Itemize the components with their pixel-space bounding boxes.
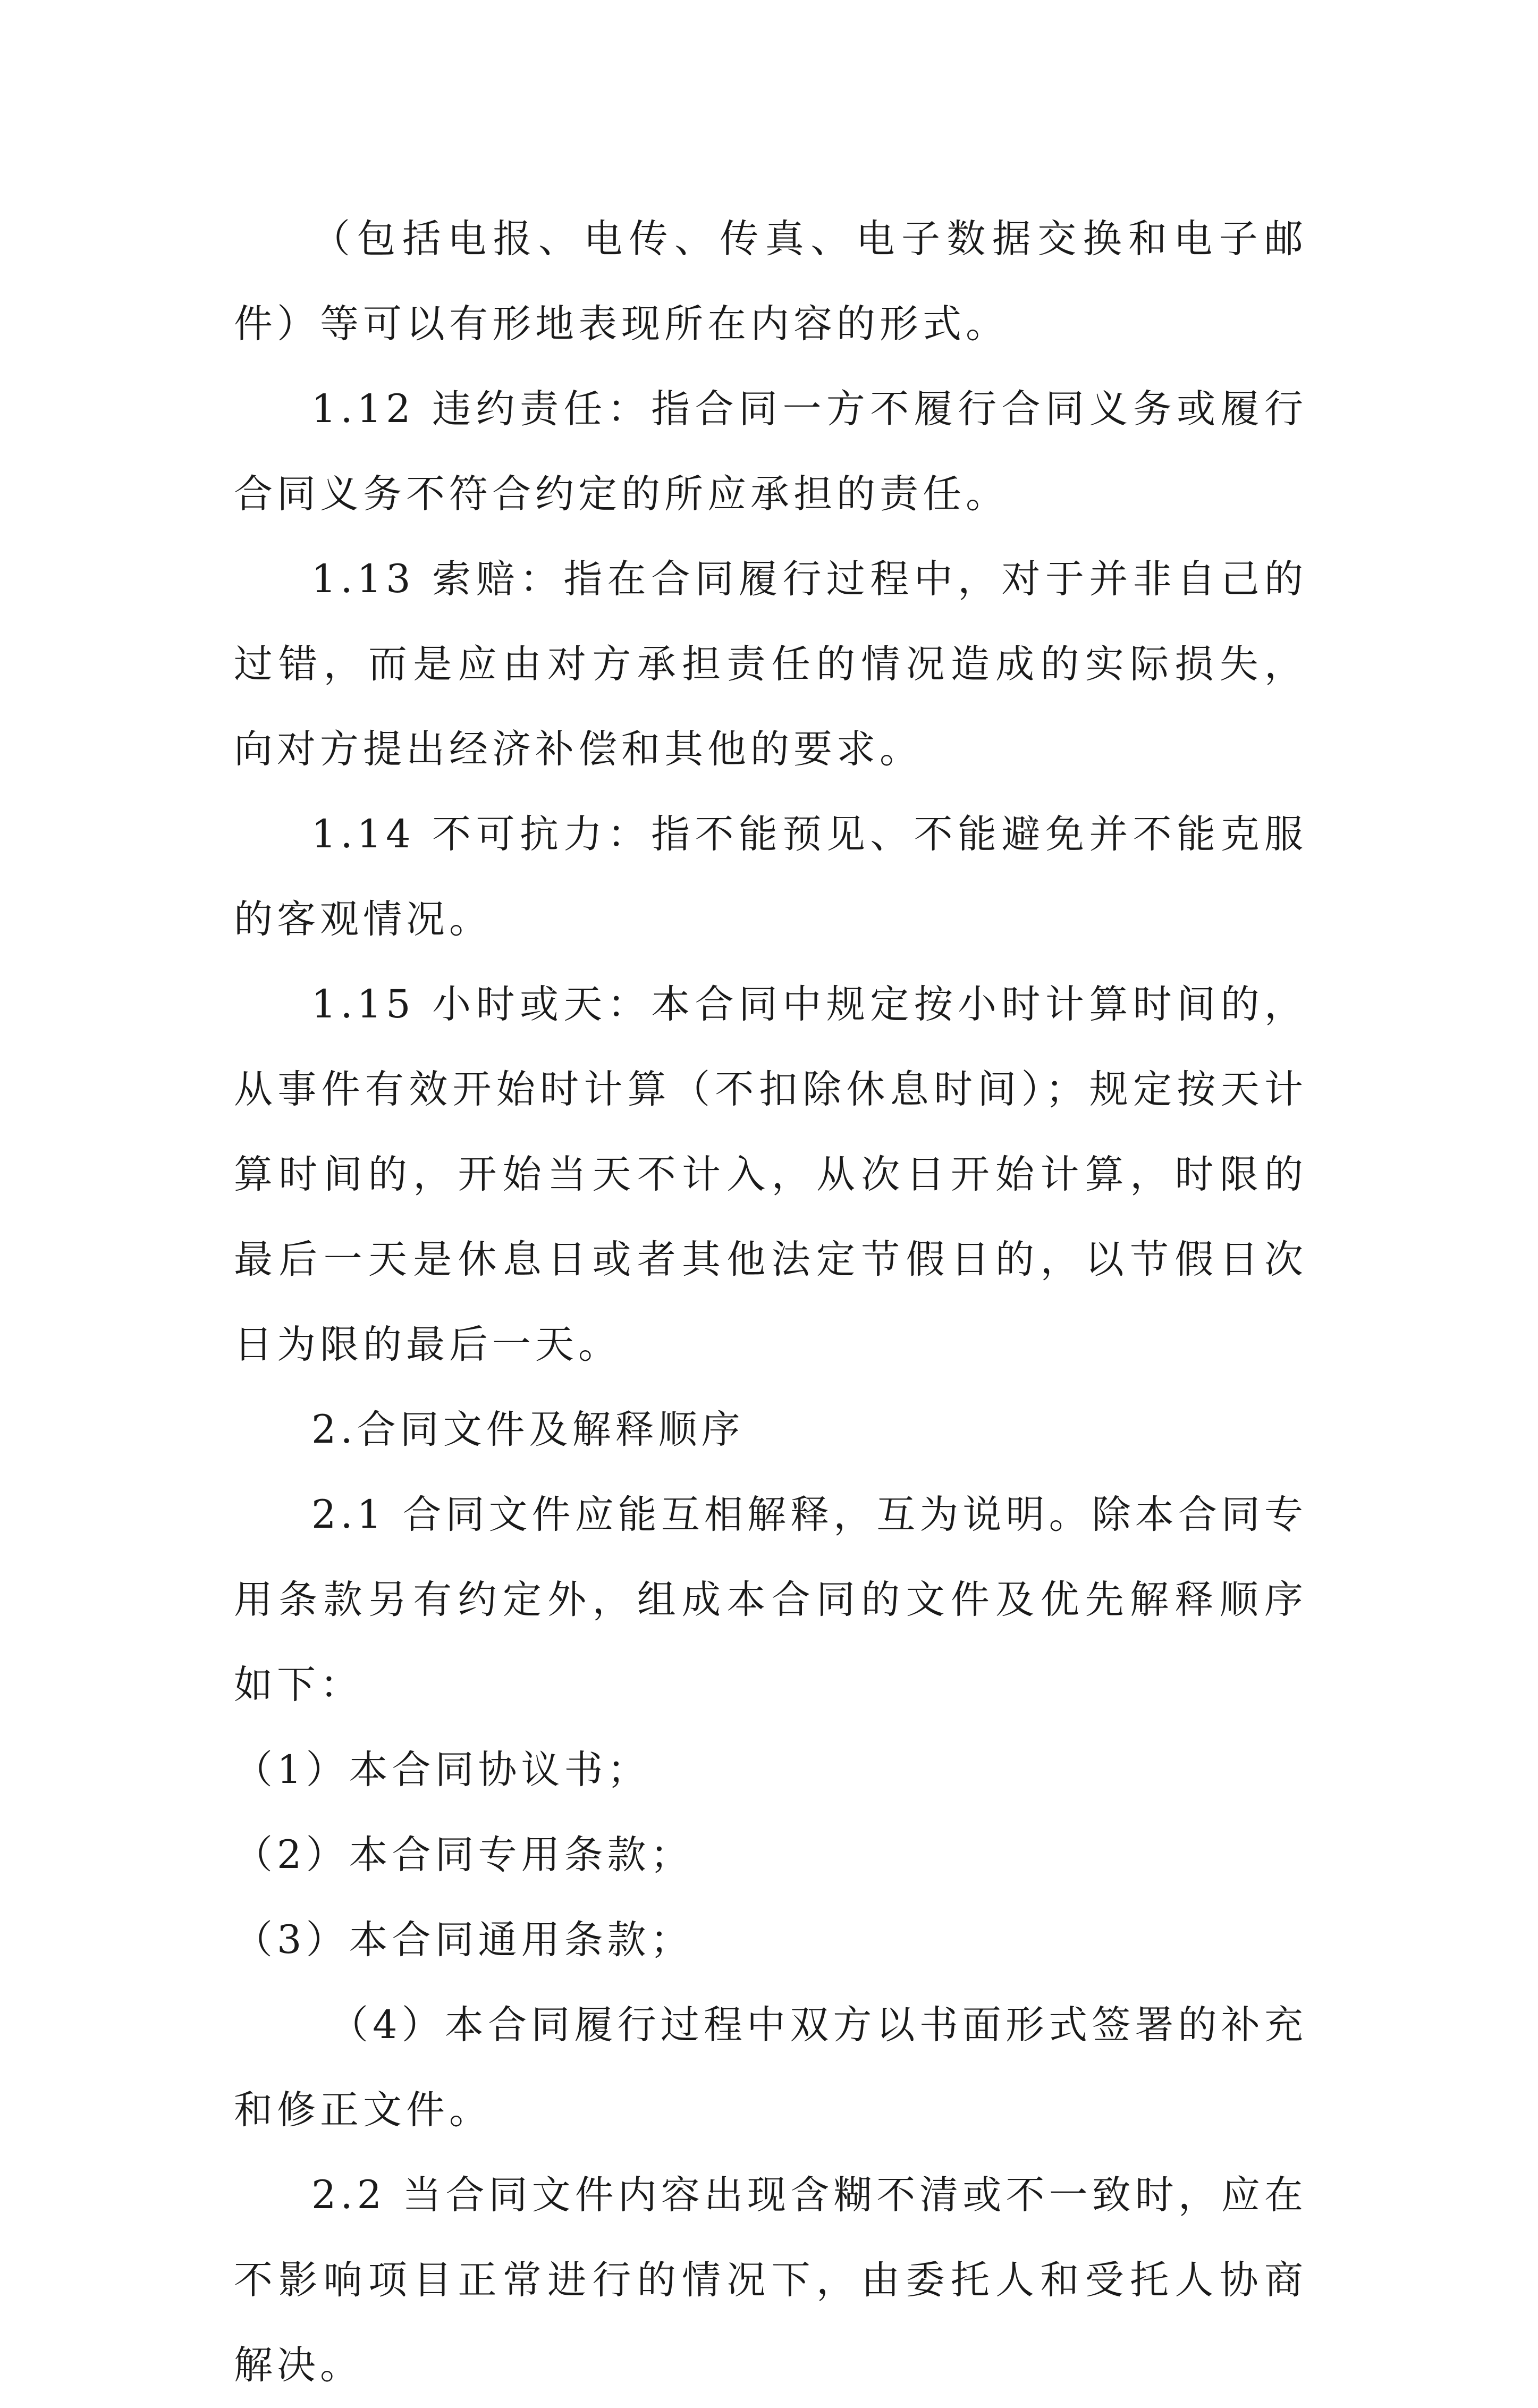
paragraph-2-1-interpretation-order: 2.1 合同文件应能互相解释，互为说明。除本合同专用条款另有约定外，组成本合同的文件及优先解释顺序如下：: [234, 1492, 1307, 1707]
list-item-1-agreement: （1）本合同协议书；: [234, 1747, 650, 1792]
paragraph-1-14-force-majeure: 1.14 不可抗力：指不能预见、不能避免并不能克服的客观情况。: [234, 812, 1307, 942]
document-body: [234, 197, 1307, 2408]
section-heading-2-contract-documents: 2.合同文件及解释顺序: [311, 1407, 745, 1452]
paragraph-1-13-claims: 1.13 索赔：指在合同履行过程中，对于并非自己的过错，而是应由对方承担责任的情况造成的实际损失，向对方提出经济补偿和其他的要求。: [234, 557, 1307, 772]
paragraph-communication-forms: （包括电报、电传、传真、电子数据交换和电子邮件）等可以有形地表现所在内容的形式。: [234, 216, 1307, 347]
paragraph-1-12-breach-liability: 1.12 违约责任：指合同一方不履行合同义务或履行合同义务不符合约定的所应承担的责任。: [234, 386, 1307, 517]
list-item-2-special-terms: （2）本合同专用条款；: [234, 1832, 694, 1877]
list-item-3-general-terms: （3）本合同通用条款；: [234, 1917, 694, 1963]
paragraph-2-2-ambiguity-resolution: 2.2 当合同文件内容出现含糊不清或不一致时，应在不影响项目正常进行的情况下，由委托人和受托人协商解决。: [234, 2173, 1307, 2388]
list-item-4-supplementary-documents: （4）本合同履行过程中双方以书面形式签署的补充和修正文件。: [234, 2002, 1307, 2133]
paragraph-1-15-hours-or-days: 1.15 小时或天：本合同中规定按小时计算时间的，从事件有效开始时计算（不扣除休息时间）；规定按天计算时间的，开始当天不计入，从次日开始计算，时限的最后一天是休息日或者其他法定节假日的，以节假日次日为限的最后一天。: [234, 982, 1307, 1367]
